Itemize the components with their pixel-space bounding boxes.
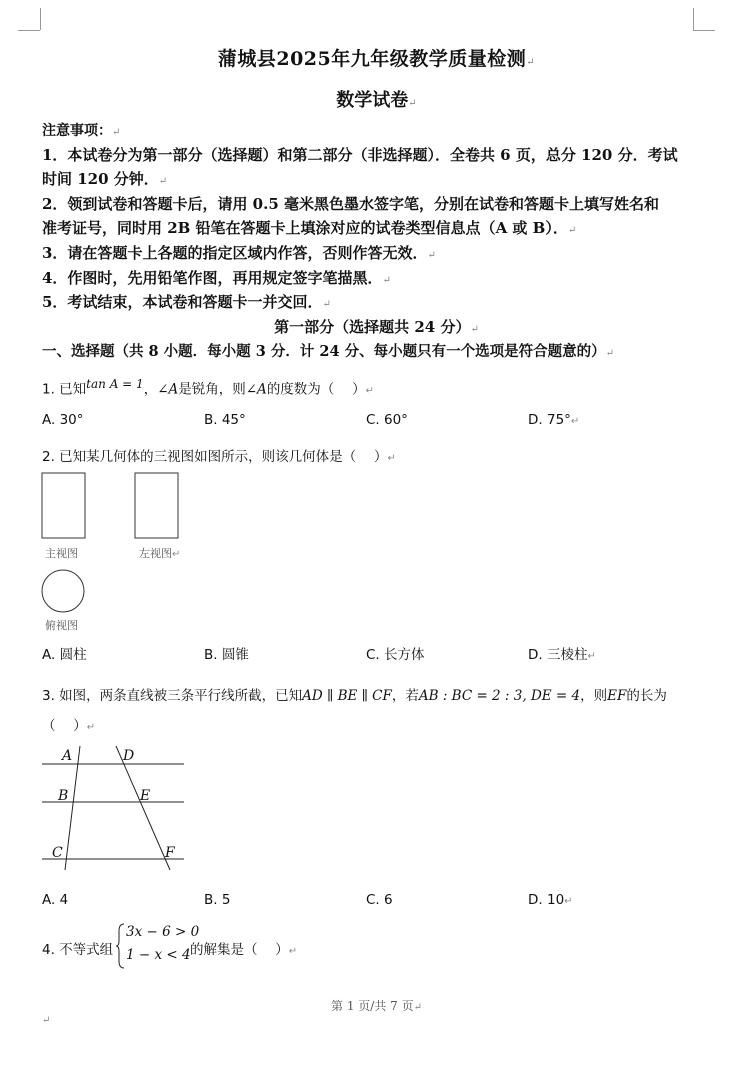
label-left-view: 左视图↵: [139, 547, 181, 560]
q1-option-b: B. 45°: [204, 412, 246, 428]
page-footer: 第 1 页/共 7 页↵: [331, 999, 422, 1013]
inequality-brace: [115, 923, 125, 969]
q1-option-a: A. 30°: [42, 412, 84, 428]
point-label-b: B: [58, 788, 69, 804]
inequality-2: 1 − x < 4: [126, 947, 191, 963]
notice-item-3: 3．请在答题卡上各题的指定区域内作答，否则作答无效．↵: [42, 244, 436, 262]
crop-mark-top-left-v: [40, 8, 41, 30]
paragraph-mark: ↵: [42, 1015, 51, 1026]
question-1: 1. 已知$^{tan A = 1}$，∠A是锐角，则∠A的度数为（ ）↵: [42, 377, 374, 398]
page-title: 蒲城县2025年九年级教学质量检测↵: [217, 48, 536, 70]
q1-option-c: C. 60°: [366, 412, 408, 428]
notice-item-1a: 1．本试卷分为第一部分（选择题）和第二部分（非选择题）．全卷共 6 页，总分 120 分．考试: [42, 146, 678, 164]
q2-option-d: D. 三棱柱↵: [528, 647, 596, 663]
question-2: 2. 已知某几何体的三视图如图所示，则该几何体是（ ）↵: [42, 449, 396, 465]
section-heading: 一、选择题（共 8 小题．每小题 3 分．计 24 分、每小题只有一个选项是符合题意的）↵: [42, 343, 615, 360]
notice-item-1b: 时间 120 分钟．↵: [42, 170, 168, 188]
transversal-right: [116, 746, 170, 870]
label-top-view: 俯视图: [45, 619, 78, 632]
point-label-f: F: [165, 845, 175, 861]
q3-option-a: A. 4: [42, 892, 69, 908]
notice-item-2b: 准考证号，同时用 2B 铅笔在答题卡上填涂对应的试卷类型信息点（A 或 B）．↵: [42, 219, 577, 237]
notice-item-4: 4．作图时，先用铅笔作图，再用规定签字笔描黑．↵: [42, 269, 391, 287]
point-label-e: E: [140, 788, 151, 804]
front-view-rect: [42, 473, 85, 538]
question-4-suffix: 的解集是（ ）↵: [190, 942, 298, 958]
inequality-1: 3x − 6 > 0: [126, 924, 200, 940]
question-4-prefix: 4. 不等式组: [42, 942, 114, 958]
notice-item-2a: 2．领到试卷和答题卡后，请用 0.5 毫米黑色墨水签字笔，分别在试卷和答题卡上填写姓名和: [42, 195, 659, 213]
crop-mark-top-left-h: [18, 30, 40, 31]
transversal-left: [65, 746, 80, 870]
point-label-a: A: [62, 748, 73, 764]
q2-option-c: C. 长方体: [366, 647, 425, 663]
left-view-rect: [135, 473, 178, 538]
top-view-circle: [42, 570, 84, 612]
page-subtitle: 数学试卷↵: [336, 90, 417, 111]
parallel-lines-figure: [38, 742, 193, 874]
q3-option-d: D. 10↵: [528, 892, 573, 908]
q3-option-b: B. 5: [204, 892, 231, 908]
q1-option-d: D. 75°↵: [528, 412, 580, 428]
q3-option-c: C. 6: [366, 892, 393, 908]
label-front-view: 主视图: [45, 547, 78, 560]
notice-item-5: 5．考试结束，本试卷和答题卡一并交回．↵: [42, 293, 331, 311]
notice-heading: 注意事项：↵: [42, 123, 121, 139]
part1-title: 第一部分（选择题共 24 分）↵: [274, 318, 479, 336]
q2-option-a: A. 圆柱: [42, 647, 87, 663]
question-3-line2: （ ）↵: [42, 718, 96, 734]
q2-option-b: B. 圆锥: [204, 647, 249, 663]
question-3: 3. 如图，两条直线被三条平行线所截，已知AD ∥ BE ∥ CF，若AB : BC = 2 : 3, DE = 4，则EF的长为: [42, 688, 667, 704]
point-label-c: C: [52, 845, 63, 861]
crop-mark-top-right-h: [693, 30, 715, 31]
crop-mark-top-right-v: [693, 8, 694, 30]
point-label-d: D: [123, 748, 135, 764]
